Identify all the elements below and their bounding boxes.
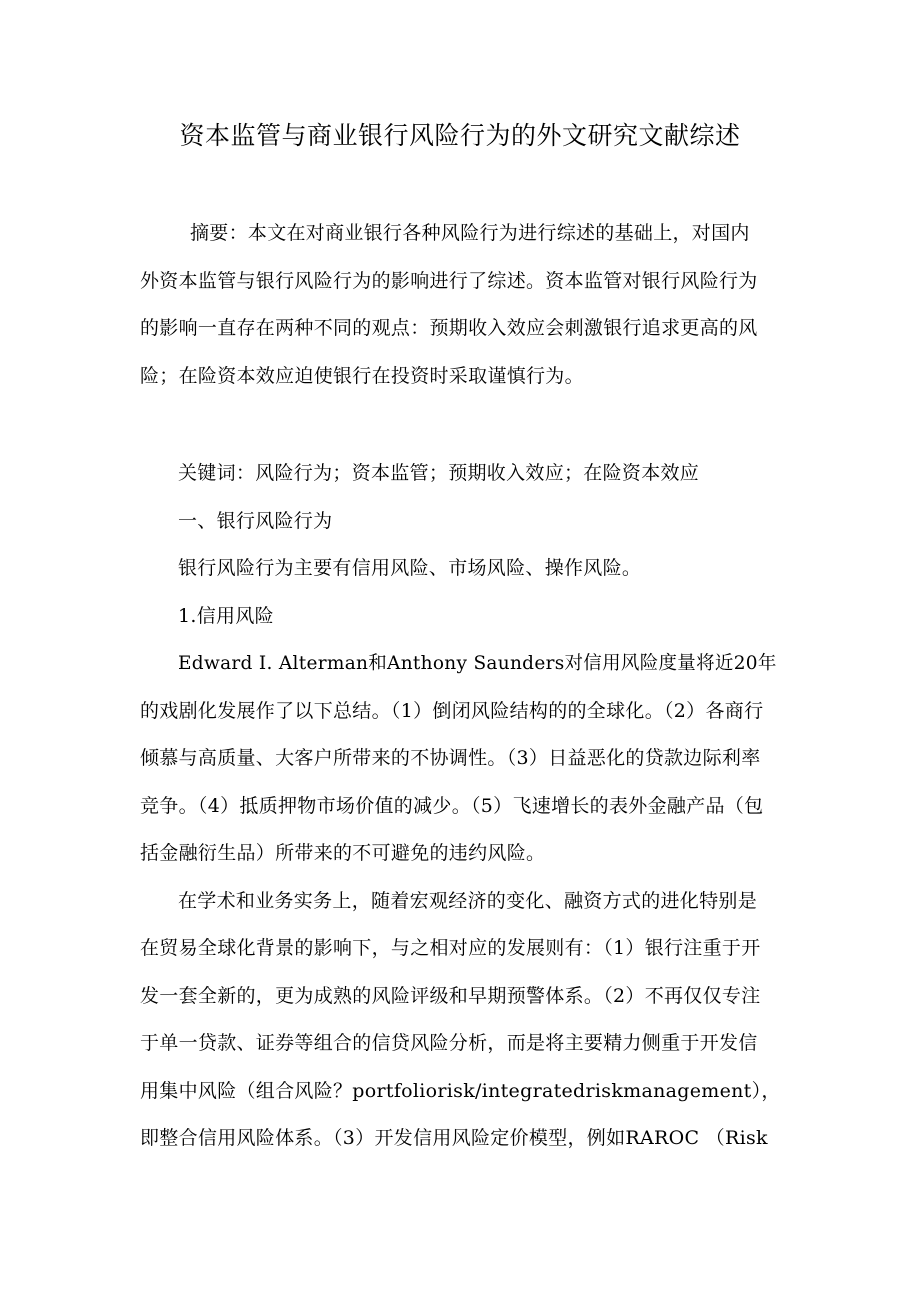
- abstract-line: 摘要：本文在对商业银行各种风险行为进行综述的基础上，对国内: [190, 222, 750, 244]
- section-heading: 一、银行风险行为: [178, 509, 333, 532]
- document-title: 资本监管与商业银行风险行为的外文研究文献综述: [179, 121, 741, 150]
- abstract-line: 险；在险资本效应迫使银行在投资时采取谨慎行为。: [140, 364, 584, 387]
- paragraph-line: 即整合信用风险体系。（3）开发信用风险定价模型，例如RAROC （Risk: [140, 1127, 768, 1149]
- paragraph-line: 在贸易全球化背景的影响下，与之相对应的发展则有：（1）银行注重于开: [140, 937, 761, 959]
- abstract-line: 外资本监管与银行风险行为的影响进行了综述。资本监管对银行风险行为: [140, 269, 758, 292]
- main-body: [140, 450, 785, 1163]
- keywords-line: 关键词：风险行为；资本监管；预期收入效应；在险资本效应: [178, 462, 700, 484]
- paragraph-line: 于单一贷款、证券等组合的信贷风险分析，而是将主要精力侧重于开发信: [140, 1032, 758, 1054]
- paragraph-line: 发一套全新的，更为成熟的风险评级和早期预警体系。（2）不再仅仅专注: [140, 984, 761, 1007]
- abstract-line: 的影响一直存在两种不同的观点：预期收入效应会刺激银行追求更高的风: [140, 317, 758, 339]
- paragraph-line: 用集中风险（组合风险？portfoliorisk/integratedriskmanagement），: [140, 1079, 781, 1102]
- paragraph-line: 括金融衍生品）所带来的不可避免的违约风险。: [140, 842, 546, 864]
- abstract-paragraph: [140, 210, 785, 400]
- paragraph-line: 竞争。（4）抵质押物市场价值的减少。（5）飞速增长的表外金融产品（包: [140, 794, 764, 817]
- paragraph-line: 在学术和业务实务上，随着宏观经济的变化、融资方式的进化特别是: [178, 889, 758, 912]
- paragraph-line: Edward I. Alterman和Anthony Saunders对信用风险度量将近20年: [178, 653, 777, 674]
- paragraph-line: 的戏剧化发展作了以下总结。（1）倒闭风险结构的的全球化。（2）各商行: [140, 699, 764, 722]
- paragraph-line: 倾慕与高质量、大客户所带来的不协调性。（3）日益恶化的贷款边际利率: [140, 747, 761, 769]
- subsection-heading: 1.信用风险: [178, 604, 274, 627]
- section-intro: 银行风险行为主要有信用风险、市场风险、操作风险。: [178, 557, 642, 579]
